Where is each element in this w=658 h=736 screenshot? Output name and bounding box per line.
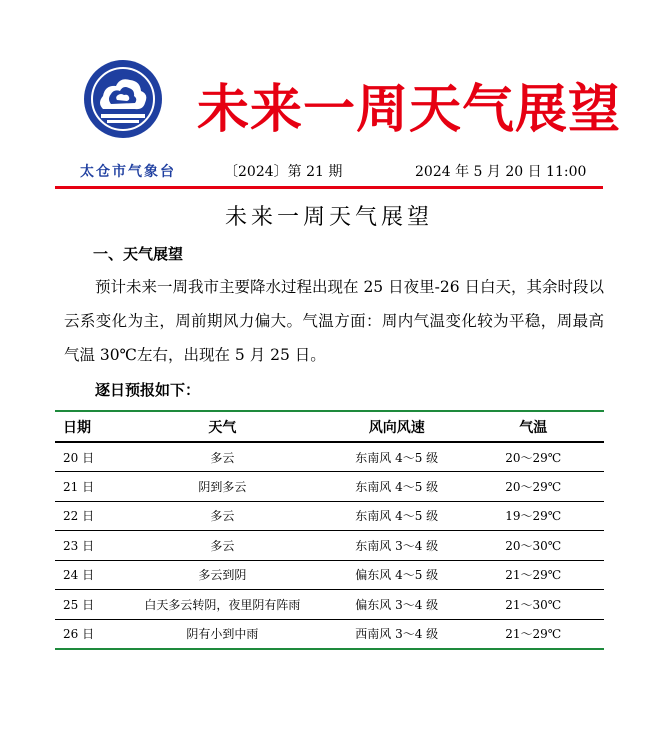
cell-date: 22 日 (55, 501, 114, 531)
cell-temperature: 20～29℃ (462, 472, 604, 502)
cell-wind: 东南风 4～5 级 (331, 442, 462, 472)
cell-wind: 西南风 3～4 级 (331, 619, 462, 649)
table-row (55, 531, 604, 561)
table-row (55, 560, 604, 590)
cell-wind: 东南风 4～5 级 (331, 501, 462, 531)
cell-temperature: 19～29℃ (462, 501, 604, 531)
table-header-row (55, 411, 604, 442)
daily-forecast-heading: 逐日预报如下： (95, 381, 201, 399)
header-date: 日期 (55, 411, 114, 442)
cell-temperature: 21～29℃ (462, 619, 604, 649)
issue-info-line (0, 161, 658, 183)
header-weather: 天气 (114, 411, 331, 442)
cell-date: 20 日 (55, 442, 114, 472)
masthead-divider (55, 186, 603, 189)
cell-wind: 东南风 4～5 级 (331, 472, 462, 502)
cell-wind: 偏东风 4～5 级 (331, 560, 462, 590)
cell-weather: 阴到多云 (114, 472, 331, 502)
cell-weather: 白天多云转阴，夜里阴有阵雨 (114, 590, 331, 620)
issue-date: 2024 年 5 月 20 日 11:00 (415, 164, 587, 180)
cell-temperature: 21～29℃ (462, 560, 604, 590)
section-heading: 一、天气展望 (93, 245, 184, 263)
cell-weather: 多云 (114, 501, 331, 531)
header-wind: 风向风速 (331, 411, 462, 442)
forecast-summary: 预计未来一周我市主要降水过程出现在 25 日夜里-26 日白天，其余时段以云系变化为主，周前期风力偏大。气温方面：周内气温变化较为平稳，周最高气温 30℃左右，出现在 5 月 25 日。 (64, 278, 604, 364)
table-row (55, 472, 604, 502)
cell-weather: 多云 (114, 442, 331, 472)
cell-weather: 阴有小到中雨 (114, 619, 331, 649)
cell-date: 23 日 (55, 531, 114, 561)
table-row (55, 619, 604, 649)
cell-temperature: 20～30℃ (462, 531, 604, 561)
table-row (55, 501, 604, 531)
issue-number: 〔2024〕第 21 期 (224, 164, 343, 180)
cell-date: 21 日 (55, 472, 114, 502)
cell-date: 25 日 (55, 590, 114, 620)
table-row (55, 590, 604, 620)
document-title: 未来一周天气展望 (224, 205, 433, 230)
cell-weather: 多云 (114, 531, 331, 561)
weather-bureau-logo-icon (83, 59, 163, 139)
cell-temperature: 20～29℃ (462, 442, 604, 472)
cell-wind: 东南风 3～4 级 (331, 531, 462, 561)
cell-date: 24 日 (55, 560, 114, 590)
cell-temperature: 21～30℃ (462, 590, 604, 620)
forecast-table (55, 410, 604, 650)
header-temperature: 气温 (462, 411, 604, 442)
organization-name: 太仓市气象台 (80, 164, 176, 180)
cell-weather: 多云到阴 (114, 560, 331, 590)
cell-wind: 偏东风 3～4 级 (331, 590, 462, 620)
forecast-table-container (55, 410, 604, 650)
masthead-title: 未来一周天气展望 (197, 80, 622, 140)
table-row (55, 442, 604, 472)
cell-date: 26 日 (55, 619, 114, 649)
